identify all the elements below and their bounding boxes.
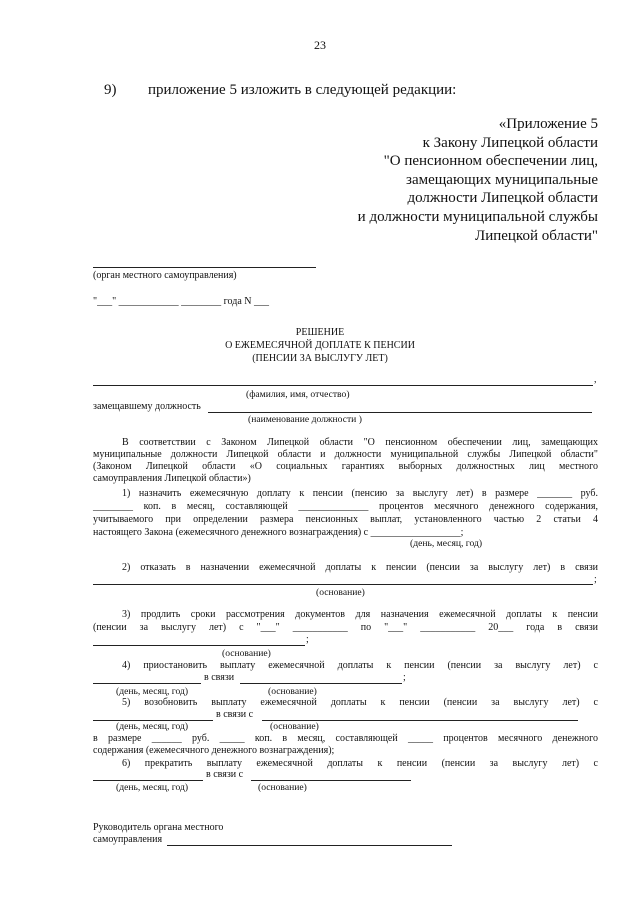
clause-4-caption-date: (день, месяц, год) [116, 686, 189, 697]
appendix-line: должности Липецкой области [407, 190, 598, 207]
clause-1-line: настоящего Закона (ежемесячного денежного вознаграждения) с __________________; [93, 527, 464, 538]
appendix-line: "О пенсионном обеспечении лиц, [383, 153, 598, 170]
clause-2-end: ; [594, 574, 597, 585]
title-line: О ЕЖЕМЕСЯЧНОЙ ДОПЛАТЕ К ПЕНСИИ [225, 340, 415, 351]
intro-line: муниципальные должности Липецкой области и должности муниципальной службы Липецкой области" [93, 449, 598, 460]
appendix-line: Липецкой области" [475, 227, 598, 244]
org-line [93, 267, 316, 268]
clause-5: 5) возобновить выплату ежемесячной доплаты к пенсии (пенсии за выслугу лет) с [122, 697, 598, 708]
fio-line [93, 385, 593, 386]
clause-1: 1) назначить ежемесячную доплату к пенсии (пенсию за выслугу лет) в размере _______ руб. [122, 488, 598, 499]
date-line: "___" ____________ ________ года N ___ [93, 296, 269, 307]
clause-2: 2) отказать в назначении ежемесячной доплаты к пенсии (пенсии за выслугу лет) в связи [122, 562, 598, 573]
clause-4: 4) приостановить выплату ежемесячной доплаты к пенсии (пенсии за выслугу лет) с [122, 660, 598, 671]
clause-3-caption: (основание) [222, 648, 271, 659]
signature-label: самоуправления [93, 834, 163, 845]
item-number: 9) [104, 82, 117, 98]
title-line: РЕШЕНИЕ [295, 327, 345, 338]
clause-5-line: содержания (ежемесячного денежного вознаграждения); [93, 745, 335, 756]
appendix-line: к Закону Липецкой области [422, 134, 598, 151]
clause-2-line [93, 584, 593, 585]
position-label: замещавшему должность [93, 401, 201, 412]
clause-1-caption: (день, месяц, год) [410, 538, 483, 549]
doc-title [0, 326, 640, 365]
clause-5-caption-date: (день, месяц, год) [116, 721, 189, 732]
appendix-line: и должности муниципальной службы [357, 208, 598, 225]
org-caption: (орган местного самоуправления) [93, 270, 237, 281]
signature-label: Руководитель органа местного [93, 822, 224, 833]
item-text: приложение 5 изложить в следующей редакции: [148, 82, 457, 98]
clause-5-mid: в связи с [216, 709, 254, 720]
page-number: 23 [314, 38, 326, 52]
clause-6-reason-blank [251, 780, 411, 781]
clause-3-line: (пенсии за выслугу лет) с "___" ___________ по "___" ___________ 20___ года в связи [93, 622, 598, 633]
position-line [208, 412, 592, 413]
clause-1-line: ________ коп. в месяц, составляющей ______________ процентов месячного денежного содержания, [93, 501, 598, 512]
signature-line [167, 845, 452, 846]
clause-6-mid: в связи с [206, 769, 244, 780]
clause-4-mid: в связи [204, 672, 235, 683]
clause-5-caption-reason: (основание) [270, 721, 319, 732]
clause-6-caption-reason: (основание) [258, 782, 307, 793]
clause-4-date-blank [93, 683, 201, 684]
clause-6: 6) прекратить выплату ежемесячной доплаты к пенсии (пенсии за выслугу лет) с [122, 758, 598, 769]
clause-2-caption: (основание) [316, 587, 365, 598]
intro-line: В соответствии с Законом Липецкой области "О пенсионном обеспечении лиц, замещающих [122, 437, 598, 448]
clause-4-end: ; [403, 672, 406, 683]
clause-4-reason-blank [240, 683, 402, 684]
fio-caption: (фамилия, имя, отчество) [246, 389, 350, 400]
clause-3-blank [93, 645, 305, 646]
clause-3-end: ; [306, 634, 309, 645]
clause-5-line: в размере ______ руб. _____ коп. в месяц, составляющей _____ процентов месячного денежного [93, 733, 598, 744]
clause-1-line: учитываемого при определении размера пенсионных выплат, установленного частью 2 статьи 4 [93, 514, 598, 525]
appendix-heading [358, 115, 598, 245]
clause-4-caption-reason: (основание) [268, 686, 317, 697]
clause-6-caption-date: (день, месяц, год) [116, 782, 189, 793]
title-line: (ПЕНСИИ ЗА ВЫСЛУГУ ЛЕТ) [252, 353, 388, 364]
appendix-line: «Приложение 5 [498, 116, 598, 132]
appendix-line: замещающих муниципальные [406, 171, 598, 188]
intro-line: самоуправления Липецкой области») [93, 473, 251, 484]
clause-3: 3) продлить сроки рассмотрения документов для назначения ежемесячной доплаты к пенсии [122, 609, 598, 620]
clause-6-date-blank [93, 780, 203, 781]
fio-comma: , [594, 374, 597, 385]
intro-line: (Законом Липецкой области «О социальных гарантиях выборных должностных лиц местного [93, 461, 598, 472]
position-caption: (наименование должности ) [248, 414, 362, 425]
